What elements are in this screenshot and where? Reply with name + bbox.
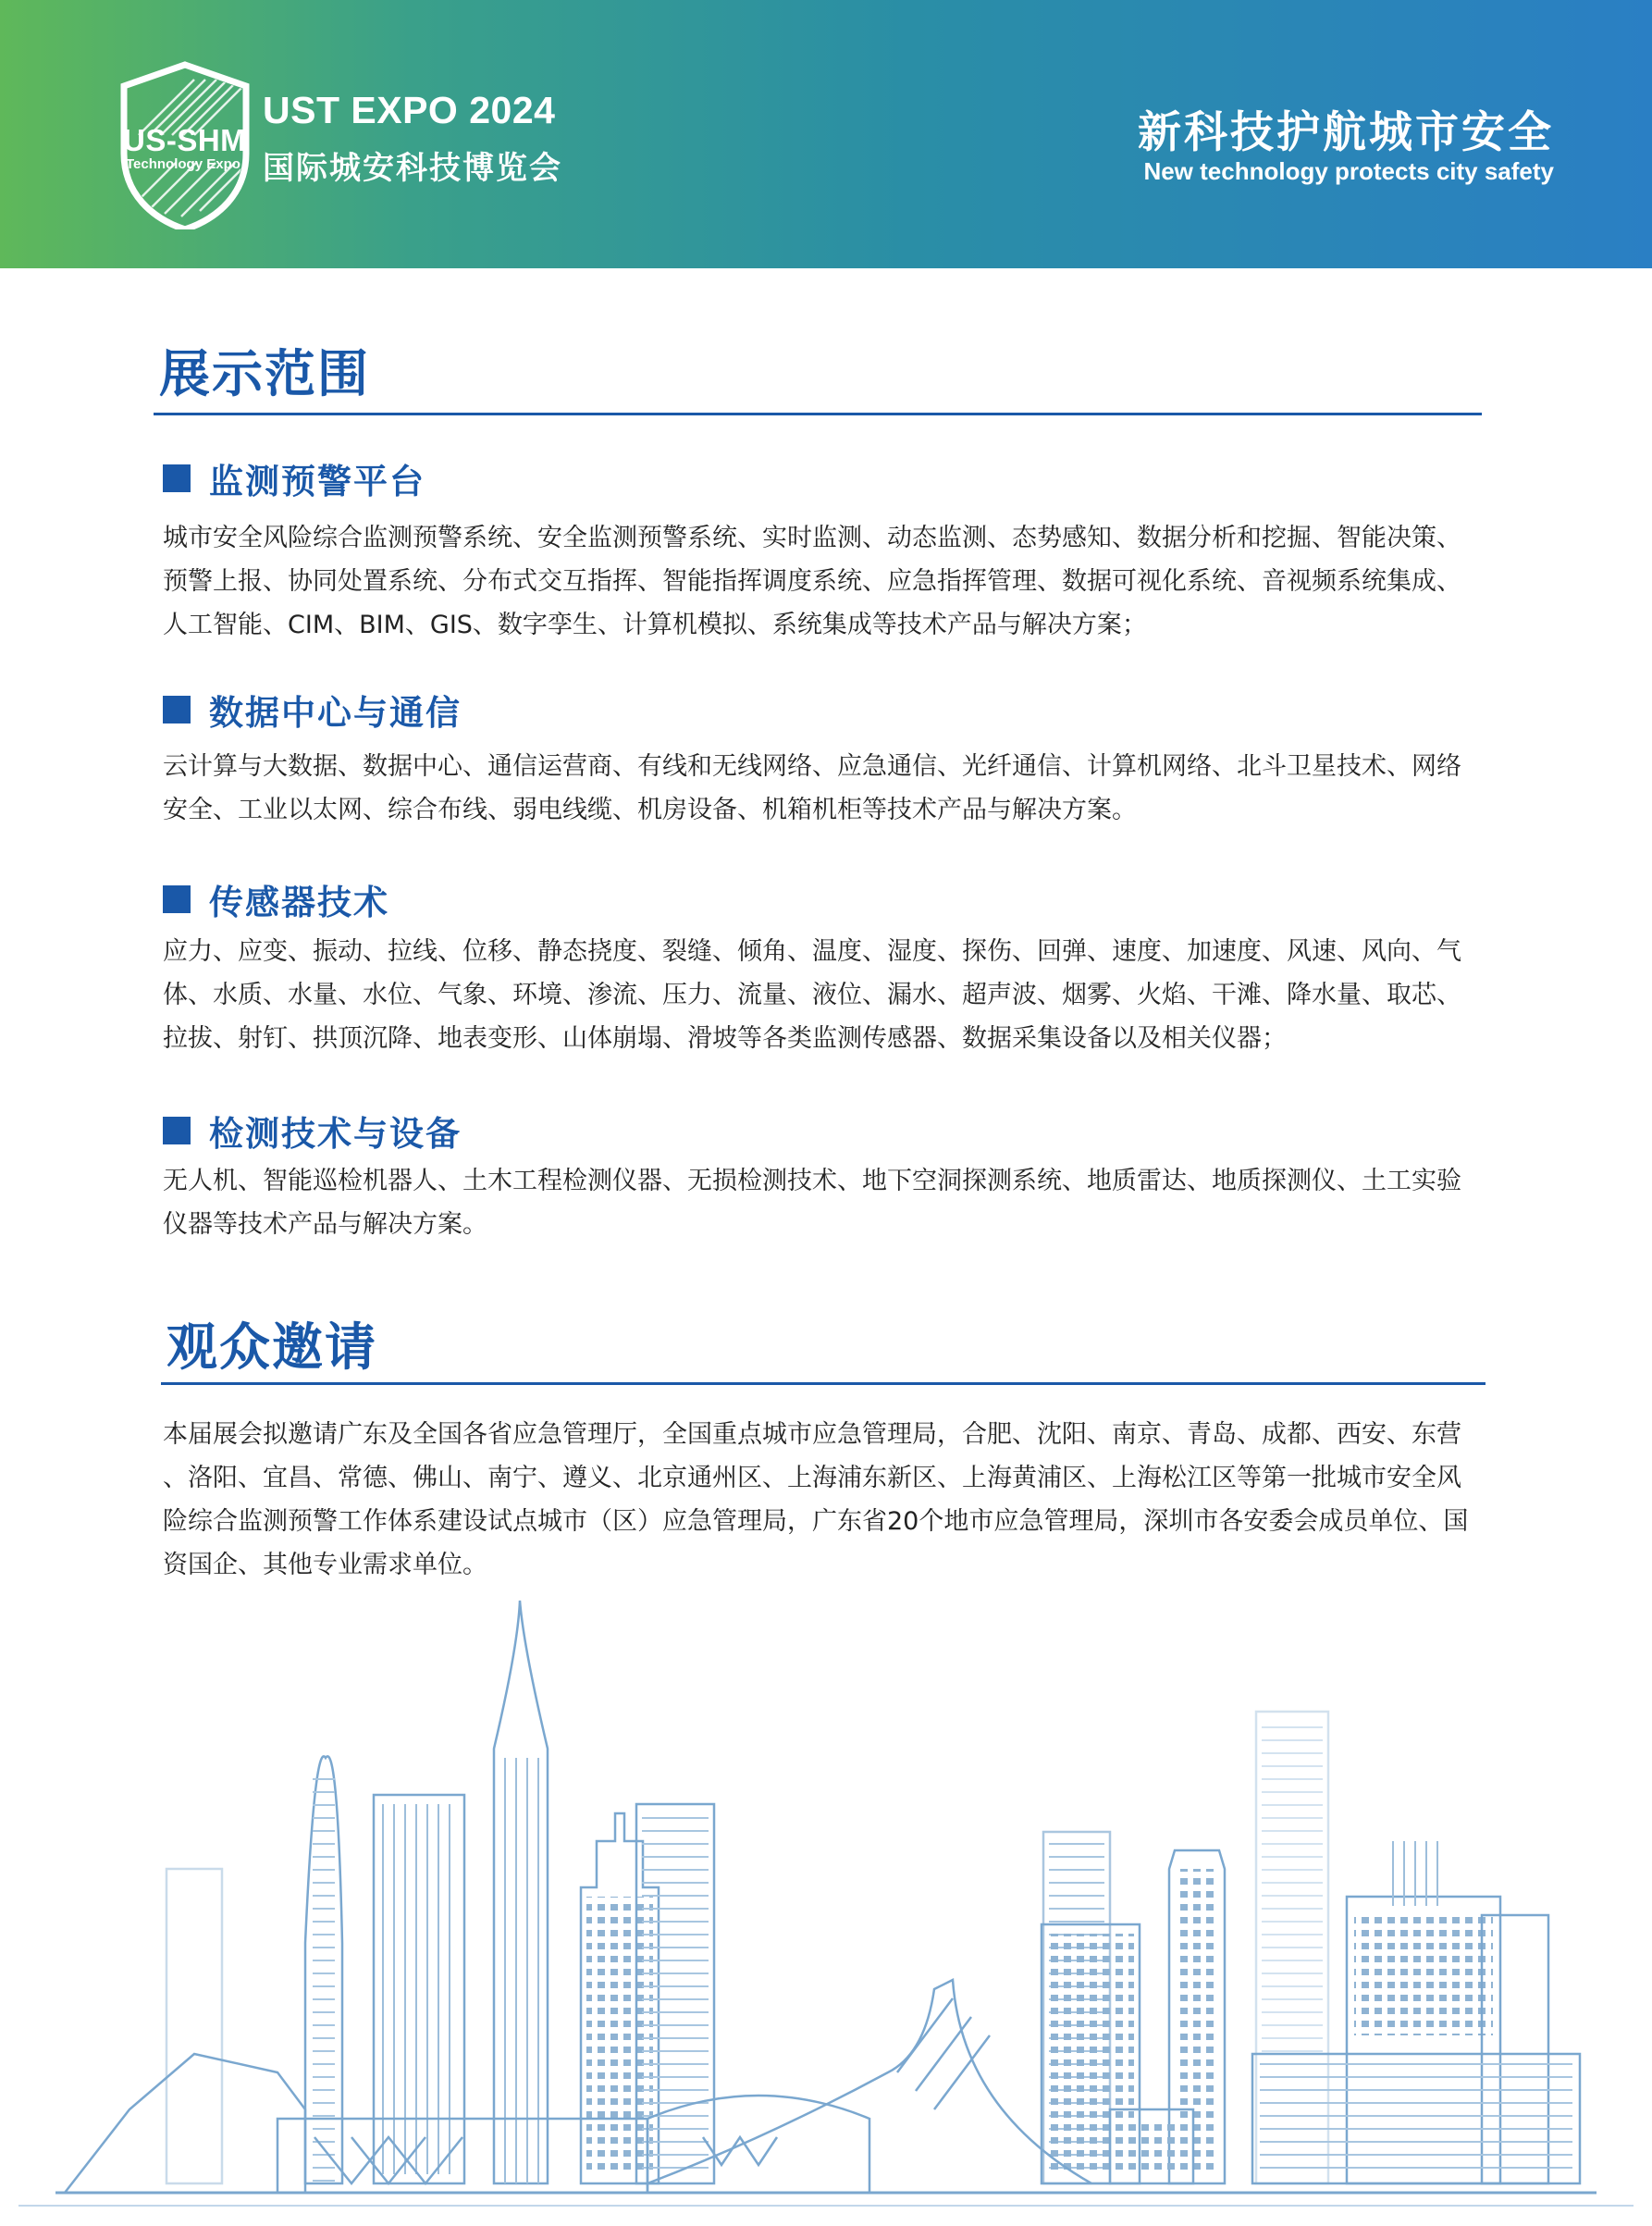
logo-main-text: US-SHM <box>123 123 247 157</box>
slogan-english: New technology protects city safety <box>1143 157 1554 185</box>
paragraph-line: 仪器等技术产品与解决方案。 <box>163 1210 487 1239</box>
logo-tag-text: Technology Expo <box>126 156 240 172</box>
paragraph-line: 云计算与大数据、数据中心、通信运营商、有线和无线网络、应急通信、光纤通信、计算机网络、北斗卫星技术、网络 <box>163 752 1461 781</box>
square-bullet-icon <box>163 696 191 723</box>
scope-paragraph-datacenter <box>163 745 1495 832</box>
scope-section-title: 展示范围 <box>159 344 371 403</box>
scope-heading-datacenter <box>163 685 462 735</box>
paragraph-line: 应力、应变、振动、拉线、位移、静态挠度、裂缝、倾角、温度、湿度、探伤、回弹、速度、加速度、风速、风向、气 <box>163 937 1461 966</box>
heading-text: 传感器技术 <box>209 883 389 922</box>
paragraph-line: 体、水质、水量、水位、气象、环境、渗流、压力、流量、液位、漏水、超声波、烟雾、火焰、干滩、降水量、取芯、 <box>163 981 1461 1009</box>
paragraph-line: 、洛阳、宜昌、常德、佛山、南宁、遵义、北京通州区、上海浦东新区、上海黄浦区、上海松江区等第一批城市安全风 <box>163 1464 1461 1492</box>
slogan-chinese: 新科技护航城市安全 <box>1138 107 1554 158</box>
scope-paragraph-monitoring <box>163 516 1495 647</box>
audience-section-title: 观众邀请 <box>166 1317 378 1377</box>
square-bullet-icon <box>163 885 191 913</box>
scope-heading-sensors <box>163 874 389 924</box>
audience-paragraph <box>163 1413 1495 1587</box>
scope-paragraph-inspection <box>163 1159 1495 1246</box>
city-skyline-illustration <box>0 1591 1652 2226</box>
scope-heading-monitoring <box>163 453 425 503</box>
paragraph-line: 拉拔、射钉、拱顶沉降、地表变形、山体崩塌、滑坡等各类监测传感器、数据采集设备以及相关仪器； <box>163 1024 1287 1053</box>
header-banner <box>0 0 1652 268</box>
paragraph-line: 资国企、其他专业需求单位。 <box>163 1551 487 1579</box>
heading-text: 数据中心与通信 <box>209 693 462 733</box>
paragraph-line: 险综合监测预警工作体系建设试点城市（区）应急管理局，广东省20个地市应急管理局，深圳市各安委会成员单位、国 <box>163 1507 1469 1536</box>
paragraph-line: 人工智能、CIM、BIM、GIS、数字孪生、计算机模拟、系统集成等技术产品与解决方案； <box>163 611 1147 639</box>
scope-divider <box>154 413 1482 415</box>
heading-text: 监测预警平台 <box>209 462 425 501</box>
paragraph-line: 预警上报、协同处置系统、分布式交互指挥、智能指挥调度系统、应急指挥管理、数据可视化系统、音视频系统集成、 <box>163 567 1461 596</box>
scope-heading-inspection <box>163 1106 462 1156</box>
expo-title: UST EXPO 2024 <box>263 89 556 131</box>
paragraph-line: 城市安全风险综合监测预警系统、安全监测预警系统、实时监测、动态监测、态势感知、数据分析和挖掘、智能决策、 <box>163 524 1461 552</box>
expo-subtitle: 国际城安科技博览会 <box>263 150 562 187</box>
scope-paragraph-sensors <box>163 930 1495 1060</box>
audience-divider <box>161 1382 1486 1385</box>
square-bullet-icon <box>163 1117 191 1144</box>
heading-text: 检测技术与设备 <box>209 1114 462 1154</box>
paragraph-line: 无人机、智能巡检机器人、土木工程检测仪器、无损检测技术、地下空洞探测系统、地质雷达、地质探测仪、土工实验 <box>163 1167 1461 1195</box>
paragraph-line: 本届展会拟邀请广东及全国各省应急管理厅，全国重点城市应急管理局，合肥、沈阳、南京、青岛、成都、西安、东营 <box>163 1420 1461 1449</box>
square-bullet-icon <box>163 464 191 492</box>
paragraph-line: 安全、工业以太网、综合布线、弱电线缆、机房设备、机箱机柜等技术产品与解决方案。 <box>163 796 1137 824</box>
